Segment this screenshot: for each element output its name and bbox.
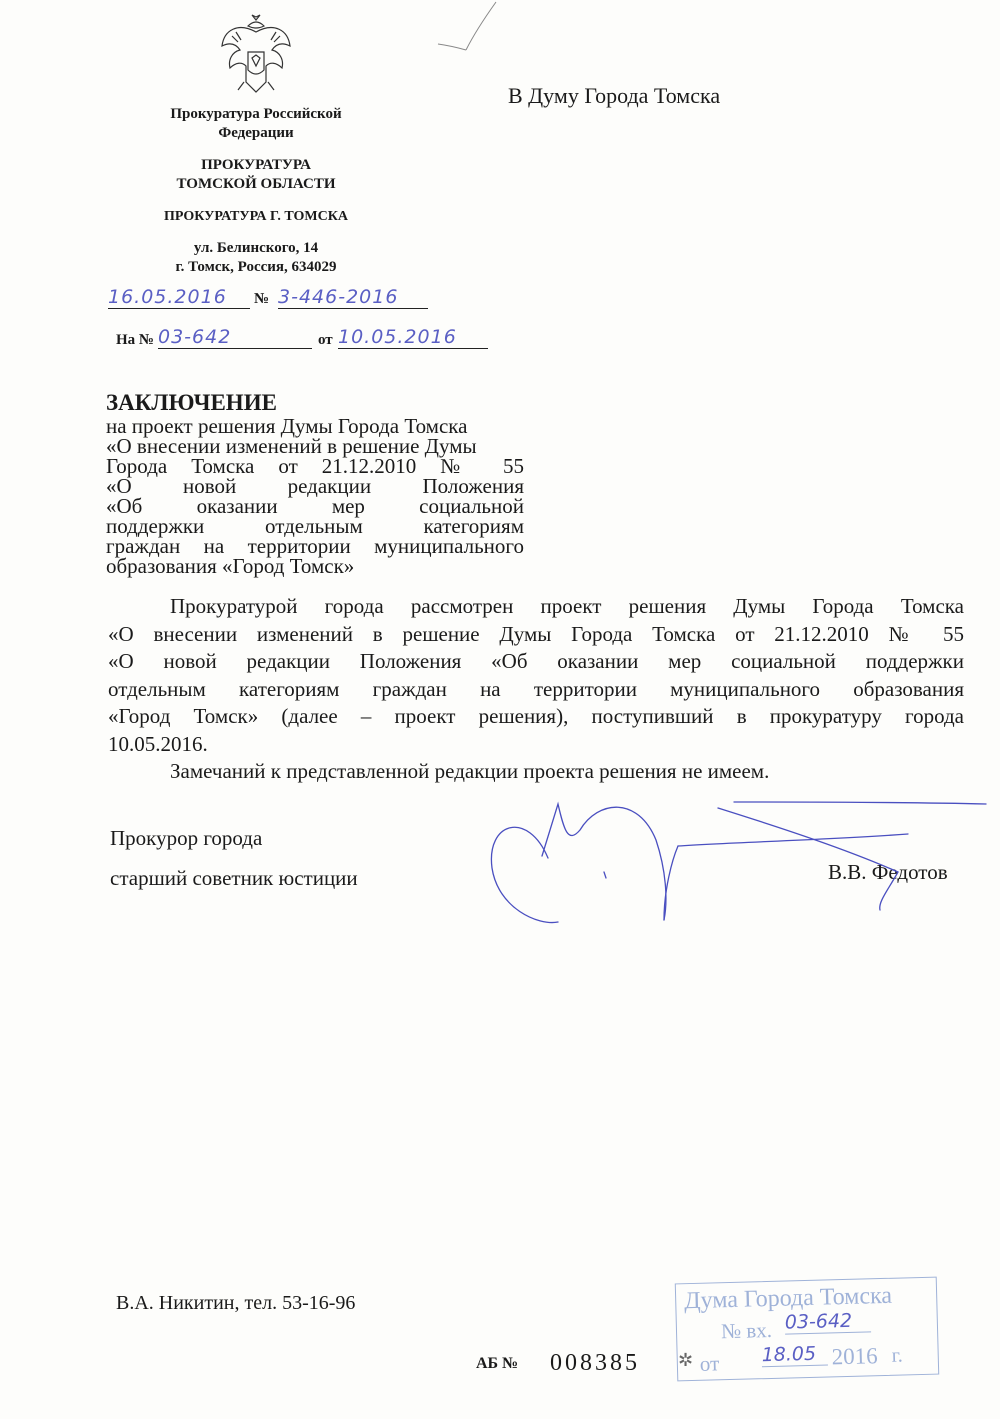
stamp-star-icon: ✲ <box>678 1350 694 1370</box>
title-block <box>106 390 524 576</box>
addressee: В Думу Города Томска <box>508 83 721 108</box>
coat-of-arms-emblem <box>218 12 294 98</box>
address-line-1: ул. Белинского, 14 <box>193 240 319 256</box>
registration-stamp <box>675 1277 939 1382</box>
letterhead <box>140 105 372 277</box>
outgoing-reference-row <box>108 286 438 310</box>
letterhead-line-2: Федерации <box>218 125 294 141</box>
signer-name: В.В. Федотов <box>828 860 948 884</box>
handwritten-signature <box>488 790 988 930</box>
body-remark: Замечаний к представленной редакции проекта решения не имеем. <box>170 759 770 783</box>
body-paragraph <box>108 593 964 786</box>
title-line: Города Томска от 21.12.2010 № 55 <box>106 454 524 478</box>
title-line: граждан на территории муниципального <box>106 534 524 558</box>
letterhead-line-3: ПРОКУРАТУРА <box>201 157 311 173</box>
stamp-in-number: 03-642 <box>785 1309 872 1334</box>
executor-contact: В.А. Никитин, тел. 53-16-96 <box>116 1292 356 1314</box>
stamp-year-suffix: г. <box>891 1344 903 1367</box>
title-subject <box>106 416 524 576</box>
title-line: образования «Город Томск» <box>106 554 355 578</box>
body-line: отдельным категориям граждан на территории муниципального образования <box>108 676 964 701</box>
reply-from-date: 10.05.2016 <box>338 326 488 349</box>
letterhead-line-4: ТОМСКОЙ ОБЛАСТИ <box>176 176 336 192</box>
title-line: «О внесении изменений в решение Думы <box>106 434 477 458</box>
body-line: «Город Томск» (далее – проект решения), поступивший в прокуратуру города <box>108 704 964 728</box>
outgoing-number: 3-446-2016 <box>278 286 428 309</box>
title-line: «Об оказании мер социальной <box>106 494 524 518</box>
form-serial-label: АБ № <box>476 1355 519 1372</box>
title-line: поддержки отдельным категориям <box>106 514 524 538</box>
body-line: «О внесении изменений в решение Думы Города Томска от 21.12.2010 № 55 <box>108 621 964 646</box>
reply-to-number: 03-642 <box>158 326 312 349</box>
stamp-year: 2016 <box>831 1343 879 1370</box>
form-serial <box>476 1350 666 1380</box>
pen-scribble-mark <box>430 0 500 60</box>
body-line: «О новой редакции Положения «Об оказании мер социальной поддержки <box>108 649 964 673</box>
signer-position: Прокурор города <box>110 826 263 850</box>
stamp-date-value: 18.05 <box>761 1342 828 1367</box>
number-sign: № <box>254 291 270 307</box>
stamp-date-label: от <box>699 1351 720 1376</box>
address-line-2: г. Томск, Россия, 634029 <box>175 259 337 275</box>
title-line: «О новой редакции Положения <box>106 474 524 498</box>
letterhead-line-5: ПРОКУРАТУРА Г. ТОМСКА <box>164 209 348 224</box>
body-line: Прокуратурой города рассмотрен проект решения Думы Города Томска <box>170 594 964 618</box>
stamp-organization: Дума Города Томска <box>683 1282 893 1315</box>
form-serial-number: 008385 <box>550 1350 640 1376</box>
reply-from-label: от <box>318 332 333 348</box>
signer-rank: старший советник юстиции <box>110 866 358 890</box>
body-line: 10.05.2016. <box>108 731 208 756</box>
title-line: на проект решения Думы Города Томска <box>106 414 468 438</box>
document-title: ЗАКЛЮЧЕНИЕ <box>106 390 277 415</box>
reply-reference-row <box>116 326 496 350</box>
reply-to-label: На № <box>116 332 154 348</box>
letterhead-line-1: Прокуратура Российской <box>170 106 342 122</box>
outgoing-date: 16.05.2016 <box>108 286 250 309</box>
stamp-in-label: № вх. <box>720 1317 773 1344</box>
